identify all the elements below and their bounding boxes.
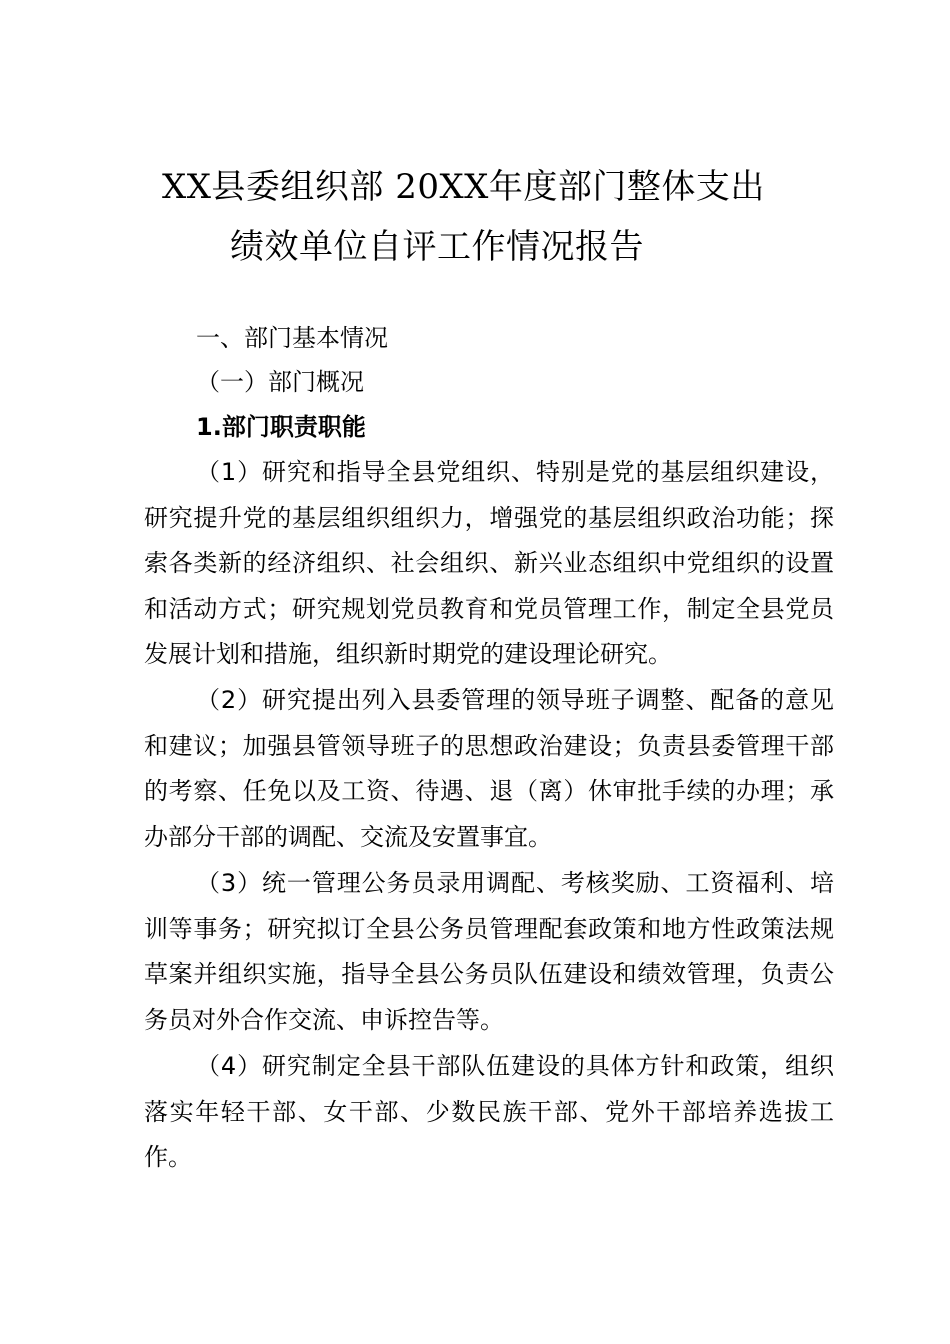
subsection-heading: （一）部门概况 <box>196 368 364 396</box>
document-title-line-1: XX县委组织部 20XX年度部门整体支出 <box>162 167 765 207</box>
section-heading: 一、部门基本情况 <box>196 324 388 352</box>
paragraph-3: （3）统一管理公务员录用调配、考核奖励、工资福利、培训等事务；研究拟订全县公务员管理配套政策和地方性政策法规草案并组织实施，指导全县公务员队伍建设和绩效管理，负责公务员对外合作交流、申诉控告等。 <box>144 869 834 1034</box>
paragraph-1: （1）研究和指导全县党组织、特别是党的基层组织建设，研究提升党的基层组织组织力，增强党的基层组织政治功能；探索各类新的经济组织、社会组织、新兴业态组织中党组织的设置和活动方式；研究规划党员教育和党员管理工作，制定全县党员发展计划和措施，组织新时期党的建设理论研究。 <box>144 458 834 668</box>
paragraph-2: （2）研究提出列入县委管理的领导班子调整、配备的意见和建议；加强县管领导班子的思想政治建设；负责县委管理干部的考察、任免以及工资、待遇、退（离）休审批手续的办理；承办部分干部的调配、交流及安置事宜。 <box>144 686 834 851</box>
paragraph-4: （4）研究制定全县干部队伍建设的具体方针和政策，组织落实年轻干部、女干部、少数民族干部、党外干部培养选拔工作。 <box>144 1052 834 1171</box>
document-title-line-2: 绩效单位自评工作情况报告 <box>230 227 644 267</box>
item-heading: 1.部门职责职能 <box>196 413 366 441</box>
